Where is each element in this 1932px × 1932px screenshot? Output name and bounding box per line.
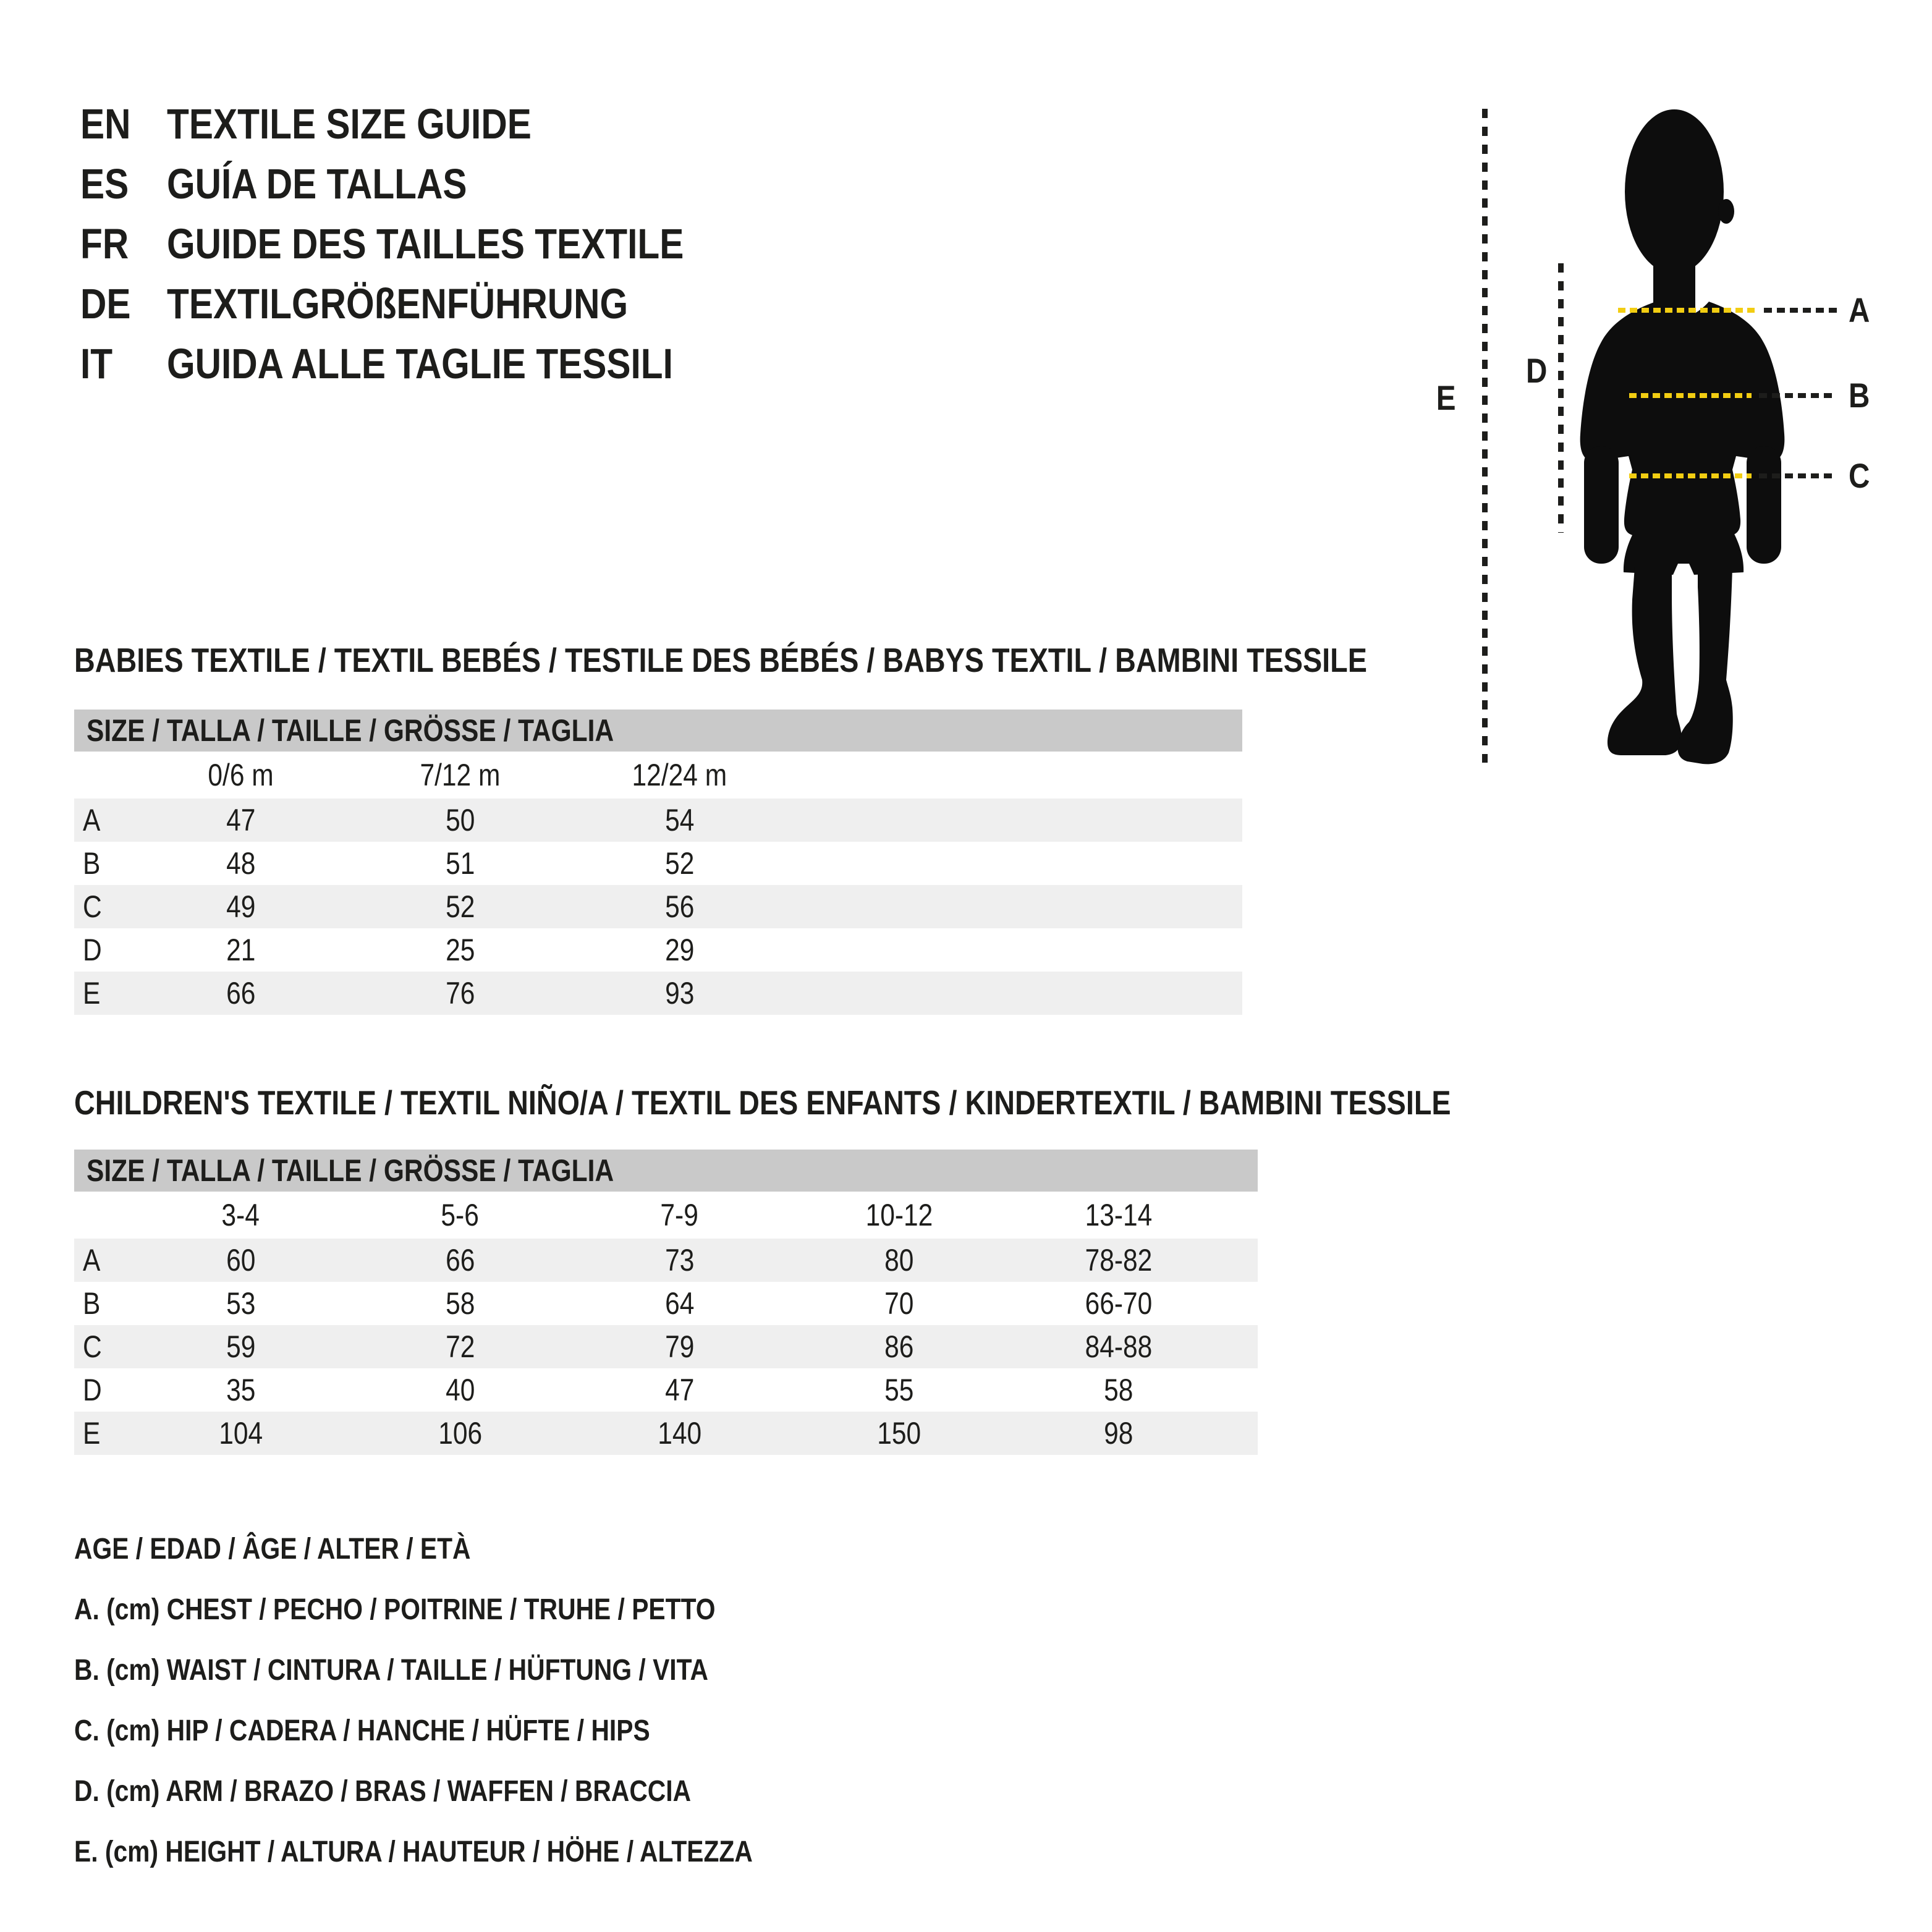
measurement-value-text: 54 [664,803,695,837]
measurement-value-cell [350,799,570,842]
measurement-value-cell [570,1282,789,1325]
size-header-bar [74,1150,1258,1192]
measurement-value-text: 72 [445,1329,475,1364]
measurement-value-cell [350,1282,570,1325]
measure-label-b-text: B [1849,376,1870,415]
age-column-header-text: 3-4 [221,1198,260,1232]
measure-label-b [1847,376,1871,415]
measurement-value-text: 21 [226,933,256,967]
measure-label-e-text: E [1436,378,1456,417]
column-header-filler [789,752,1242,799]
age-column-header [350,1192,570,1239]
measurement-value-cell [131,842,350,885]
legend-line [74,1821,873,1882]
yellow-dash-segment [1618,308,1756,313]
measurement-value-text: 58 [1103,1373,1133,1407]
legend-line [74,1700,873,1761]
row-label-text: E [83,1416,101,1451]
measurement-value-text: 84-88 [1085,1329,1152,1364]
measurement-value-text: 80 [884,1243,914,1277]
yellow-dash-segment [1629,393,1752,398]
measure-label-d [1496,351,1549,391]
measurement-value-text: 70 [884,1286,914,1321]
child-silhouette-graphic [1573,105,1792,776]
row-filler-cell [1228,1282,1258,1325]
measurement-value-cell [1009,1325,1228,1368]
measurement-value-text: 66 [226,976,256,1010]
child-silhouette-svg [1573,105,1792,776]
measurement-value-text: 48 [226,846,256,881]
measurement-value-cell [350,928,570,972]
age-column-header-text: 13-14 [1085,1198,1152,1232]
legend-line-text: B. (cm) WAIST / CINTURA / TAILLE / HÜFTUNG / VITA [74,1653,709,1687]
measurement-value-cell [1009,1282,1228,1325]
language-row [80,94,775,154]
measurement-value-text: 73 [664,1243,695,1277]
section-title-text: BABIES TEXTILE / TEXTIL BEBÉS / TESTILE DES BÉBÉS / BABYS TEXTIL / BAMBINI TESSILE [74,641,1367,679]
measurement-value-text: 66-70 [1085,1286,1152,1321]
measure-label-a-text: A [1849,290,1870,329]
row-filler-cell [789,972,1242,1015]
row-filler-cell [789,799,1242,842]
age-column-header [570,752,789,799]
measurement-value-cell [131,1239,350,1282]
measurement-value-text: 55 [884,1373,914,1407]
arm-measure-dashed-line-d [1558,263,1564,533]
dark-dash-segment [1759,393,1834,398]
waist-measure-line-b [1629,393,1834,398]
measurement-value-cell [789,1282,1009,1325]
measurement-value-cell [350,1368,570,1412]
measurement-value-cell [570,1412,789,1455]
row-filler-cell [1228,1412,1258,1455]
size-header-text: SIZE / TALLA / TAILLE / GRÖSSE / TAGLIA [87,1153,614,1188]
language-row [80,334,775,394]
measurement-value-cell [789,1325,1009,1368]
row-label-cell [74,1282,131,1325]
age-column-header [570,1192,789,1239]
measurement-value-cell [789,1239,1009,1282]
measurement-value-text: 58 [445,1286,475,1321]
legend-line [74,1761,873,1821]
measurement-value-cell [570,928,789,972]
measurement-value-cell [570,1239,789,1282]
language-code: DE [80,280,131,328]
measure-label-c [1847,456,1871,496]
measurement-value-cell [131,799,350,842]
measurement-value-text: 56 [664,889,695,924]
language-row [80,154,775,214]
measurement-value-cell [1009,1239,1228,1282]
babies-table-title [74,640,1595,680]
measurement-value-cell [570,1325,789,1368]
silhouette-ear [1718,199,1734,224]
chest-measure-line-a [1618,308,1838,313]
measurement-value-cell [789,1368,1009,1412]
silhouette-right-leg [1678,567,1733,764]
measurement-value-cell [131,928,350,972]
measurement-value-cell [131,885,350,928]
yellow-dash-segment [1629,473,1752,478]
age-column-header-text: 7-9 [660,1198,699,1232]
measure-label-c-text: C [1849,456,1870,495]
legend-line-text: A. (cm) CHEST / PECHO / POITRINE / TRUHE / PETTO [74,1593,716,1626]
row-label-text: C [83,889,102,924]
measurement-value-text: 98 [1103,1416,1133,1451]
measurement-value-cell [1009,1368,1228,1412]
legend-line-text: C. (cm) HIP / CADERA / HANCHE / HÜFTE / HIPS [74,1714,650,1747]
children-table-title [74,1083,1694,1122]
measurement-value-text: 60 [226,1243,256,1277]
measurement-value-cell [131,1368,350,1412]
measurement-value-text: 52 [664,846,695,881]
language-code: FR [80,220,129,268]
dark-dash-segment [1759,473,1834,478]
measurement-value-text: 53 [226,1286,256,1321]
dark-dash-segment [1764,308,1838,313]
silhouette-left-arm [1584,446,1619,564]
measurement-value-text: 86 [884,1329,914,1364]
measurement-value-text: 40 [445,1373,475,1407]
row-label-text: C [83,1329,102,1364]
measurement-value-text: 78-82 [1085,1243,1152,1277]
language-code: IT [80,340,113,388]
row-label-text: D [83,933,102,967]
row-label-text: A [83,1243,101,1277]
legend-line-text: AGE / EDAD / ÂGE / ALTER / ETÀ [74,1532,471,1566]
measurement-value-text: 66 [445,1243,475,1277]
measurement-value-cell [570,1368,789,1412]
children-table-grid [74,1192,1258,1455]
age-column-header [350,752,570,799]
size-header-text: SIZE / TALLA / TAILLE / GRÖSSE / TAGLIA [87,713,614,748]
age-column-header-text: 12/24 m [632,758,727,792]
measurement-value-cell [350,842,570,885]
age-column-header-text: 5-6 [441,1198,480,1232]
measurement-value-text: 140 [658,1416,701,1451]
measurement-value-cell [1009,1412,1228,1455]
language-code: EN [80,100,131,148]
row-label-cell [74,928,131,972]
language-guide-title: TEXTILGRÖßENFÜHRUNG [167,280,629,328]
babies-size-table-section [74,640,1595,1015]
measurement-value-text: 25 [445,933,475,967]
age-column-header [1009,1192,1228,1239]
children-size-table-section [74,1083,1694,1455]
row-filler-cell [1228,1239,1258,1282]
measurement-value-cell [350,1412,570,1455]
measurement-value-text: 47 [226,803,256,837]
legend-line-text: E. (cm) HEIGHT / ALTURA / HAUTEUR / HÖHE / ALTEZZA [74,1835,753,1868]
column-header-spacer [74,1192,131,1239]
row-filler-cell [789,842,1242,885]
measurement-value-cell [570,885,789,928]
age-column-header-text: 10-12 [865,1198,933,1232]
age-column-header [131,752,350,799]
measurement-value-text: 104 [219,1416,263,1451]
measurement-value-cell [350,1239,570,1282]
measurement-value-text: 50 [445,803,475,837]
row-filler-cell [1228,1368,1258,1412]
age-column-header [131,1192,350,1239]
measurement-value-text: 150 [877,1416,921,1451]
hip-measure-line-c [1629,473,1834,478]
measurement-value-text: 35 [226,1373,256,1407]
row-label-cell [74,1325,131,1368]
language-row [80,274,775,334]
row-label-cell [74,799,131,842]
row-label-text: A [83,803,101,837]
age-column-header-text: 0/6 m [208,758,274,792]
age-column-header [789,1192,1009,1239]
measure-label-e [1421,378,1457,418]
measurement-value-cell [131,972,350,1015]
measurement-value-cell [570,799,789,842]
row-label-text: B [83,1286,101,1321]
language-code: ES [80,160,129,208]
row-label-text: D [83,1373,102,1407]
measure-label-d-text: D [1525,351,1547,390]
language-header [80,94,775,394]
legend-line [74,1519,873,1579]
row-label-cell [74,1368,131,1412]
column-header-spacer [74,752,131,799]
measurement-value-text: 59 [226,1329,256,1364]
row-label-cell [74,1239,131,1282]
language-guide-title: GUÍA DE TALLAS [167,160,467,208]
measurement-value-cell [131,1325,350,1368]
row-label-cell [74,972,131,1015]
row-filler-cell [1228,1325,1258,1368]
language-row [80,214,775,274]
measurement-value-text: 93 [664,976,695,1010]
measurement-value-text: 51 [445,846,475,881]
legend-line [74,1640,873,1700]
measurement-value-text: 49 [226,889,256,924]
row-label-text: E [83,976,101,1010]
row-filler-cell [789,928,1242,972]
row-filler-cell [789,885,1242,928]
row-label-text: B [83,846,101,881]
measurement-legend [74,1519,873,1882]
measurement-value-text: 64 [664,1286,695,1321]
age-column-header-text: 7/12 m [420,758,501,792]
silhouette-left-leg [1608,567,1682,755]
legend-line [74,1579,873,1640]
measurement-value-text: 79 [664,1329,695,1364]
language-guide-title: GUIDE DES TAILLES TEXTILE [167,220,684,268]
babies-table-grid [74,752,1242,1015]
row-label-cell [74,1412,131,1455]
measurement-value-cell [570,842,789,885]
column-header-filler [1228,1192,1258,1239]
measurement-value-cell [350,972,570,1015]
size-header-bar [74,710,1242,752]
row-label-cell [74,842,131,885]
silhouette-right-arm [1747,446,1781,564]
measurement-value-text: 47 [664,1373,695,1407]
measurement-value-cell [131,1412,350,1455]
legend-line-text: D. (cm) ARM / BRAZO / BRAS / WAFFEN / BRACCIA [74,1774,692,1808]
measurement-value-text: 76 [445,976,475,1010]
measurement-value-cell [570,972,789,1015]
row-label-cell [74,885,131,928]
language-guide-title: GUIDA ALLE TAGLIE TESSILI [167,340,673,388]
measurement-value-cell [131,1282,350,1325]
measurement-value-text: 29 [664,933,695,967]
language-guide-title: TEXTILE SIZE GUIDE [167,100,532,148]
measure-label-a [1847,290,1871,330]
section-title-text: CHILDREN'S TEXTILE / TEXTIL NIÑO/A / TEXTIL DES ENFANTS / KINDERTEXTIL / BAMBINI TESSILE [74,1083,1451,1122]
measurement-value-text: 106 [438,1416,482,1451]
measurement-value-text: 52 [445,889,475,924]
measurement-value-cell [789,1412,1009,1455]
measurement-value-cell [350,1325,570,1368]
measurement-value-cell [350,885,570,928]
